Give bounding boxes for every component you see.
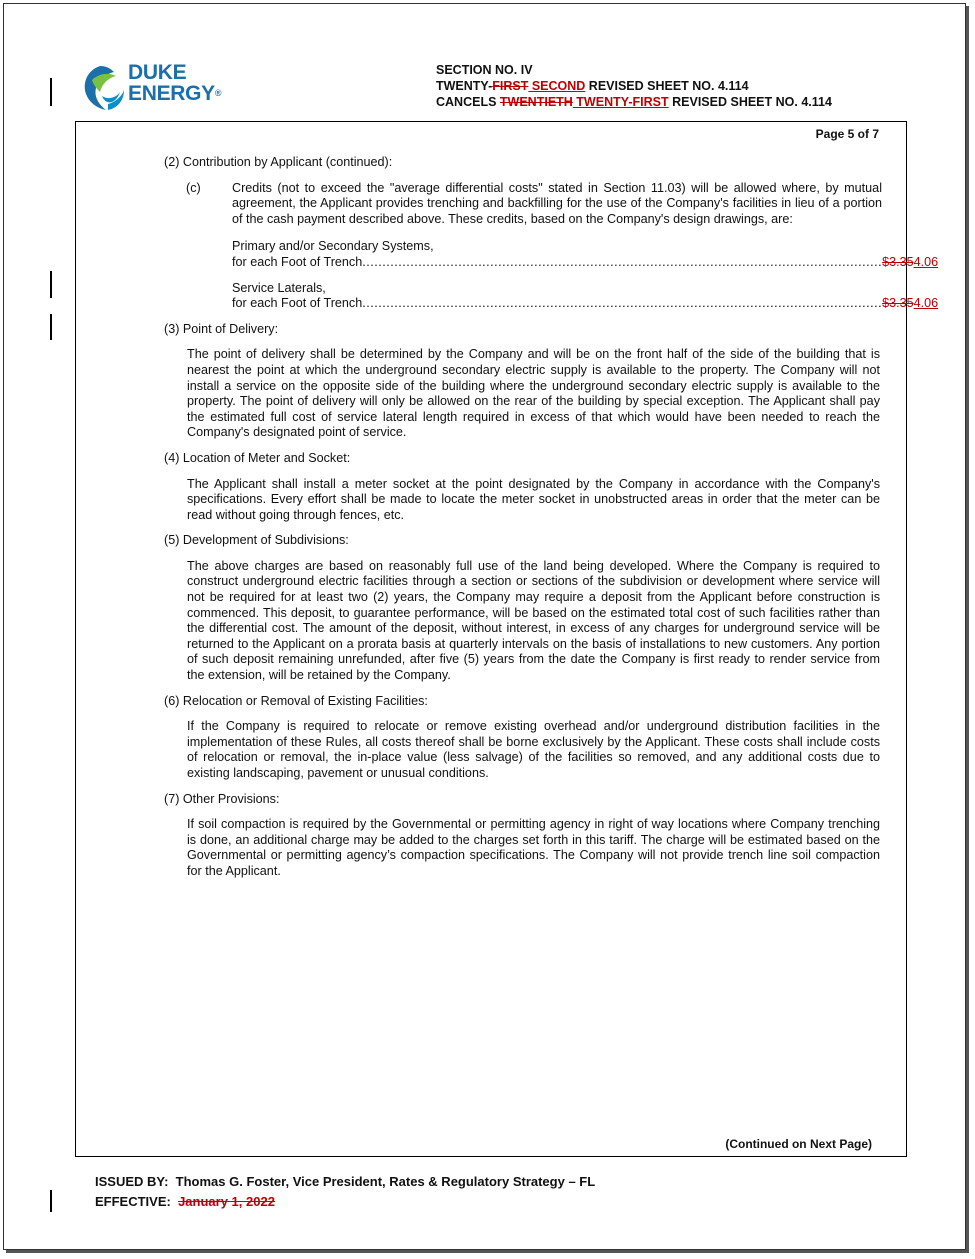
section-2-title: (2) Contribution by Applicant (continued): bbox=[164, 155, 393, 169]
issued-by-line: ISSUED BY: Thomas G. Foster, Vice President, Rates & Regulatory Strategy – FL bbox=[95, 1174, 596, 1189]
logo-line-duke: DUKE bbox=[128, 61, 187, 84]
change-bar-effective bbox=[50, 1190, 52, 1212]
section-3-text: The point of delivery shall be determined by the Company and will be on the front half of the side of the building that is nearest the point at which the underground secondary electric supply is available to the property. The Company will not install a service on the opposite side of the building where the underground secondary electric supply is available to the property. The point of delivery will only be allowed on the rear of the building by special exception. The Applicant shall pay the estimated full cost of service lateral length required in excess of that which would have been needed to reach the Company's designated point of service. bbox=[187, 347, 880, 440]
section-5-title: (5) Development of Subdivisions: bbox=[164, 533, 349, 548]
old-rate: $3.35 bbox=[882, 254, 914, 269]
deleted-text: TWENTIETH bbox=[499, 95, 573, 109]
effective-line: EFFECTIVE: January 1, 2022 bbox=[95, 1194, 275, 1209]
charge-primary-secondary: Primary and/or Secondary Systems, for each Foot of Trench .................................................................................................................................. $3.354.06 bbox=[232, 239, 939, 269]
deleted-effective-date: January 1, 2022 bbox=[178, 1194, 275, 1209]
new-rate: 4.06 bbox=[913, 296, 939, 311]
charge-service-laterals: Service Laterals, for each Foot of Trench .................................................................................................................................. $3.354.06 bbox=[232, 280, 939, 311]
section-3-title: (3) Point of Delivery: bbox=[164, 321, 279, 336]
logo-wordmark bbox=[128, 62, 221, 104]
cancels-sheet-line: CANCELS TWENTIETH TWENTY-FIRST REVISED SHEET NO. 4.114 bbox=[436, 95, 832, 109]
inserted-text: TWENTY-FIRST bbox=[572, 95, 669, 109]
registered-mark: ® bbox=[214, 88, 222, 98]
section-7-text: If soil compaction is required by the Governmental or permitting agency in right of way locations where Company trenching is done, an additional charge may be added to the charges set forth in this tariff. The charge will be estimated based on the Governmental or permitting agency’s compaction specifications. The Company will not provide trench line soil compaction for the Applicant. bbox=[187, 817, 880, 878]
continued-note: (Continued on Next Page) bbox=[725, 1137, 872, 1151]
revised-sheet-line: TWENTY-FIRST SECOND REVISED SHEET NO. 4.114 bbox=[436, 79, 749, 93]
logo-line-energy: ENERGY® bbox=[128, 82, 222, 105]
section-7-title: (7) Other Provisions: bbox=[164, 791, 280, 806]
item-c-label: (c) bbox=[186, 180, 201, 195]
sheet-header bbox=[436, 62, 832, 110]
section-6-text: If the Company is required to relocate or remove existing overhead and/or underground distribution facilities in the implementation of these Rules, all costs thereof shall be borne exclusively by the Applicant. These costs shall include costs of relocation or removal, the in-place value (less salvage) of the facilities so removed, and any additional costs due to existing landscaping, pavement or unusual conditions. bbox=[187, 719, 880, 780]
tariff-body bbox=[164, 155, 939, 880]
item-c-text: Credits (not to exceed the "average differential costs" stated in Section 11.03) will be allowed where, by mutual agreement, the Applicant provides trenching and backfilling for the use of the Company's facilities in lieu of a portion of the cash payment described above. These credits, based on the Company's design drawings, are: bbox=[232, 180, 882, 226]
section-4-text: The Applicant shall install a meter socket at the point designated by the Company in accordance with the Company's specifications. Every effort shall be made to locate the meter socket in unobstructed areas in order that the meter can be read without going through fences, etc. bbox=[187, 476, 880, 522]
inserted-text: SECOND bbox=[528, 79, 586, 93]
section-4-title: (4) Location of Meter and Socket: bbox=[164, 450, 351, 465]
section-6-title: (6) Relocation or Removal of Existing Facilities: bbox=[164, 693, 428, 708]
item-c bbox=[186, 181, 880, 228]
new-rate: 4.06 bbox=[913, 254, 939, 269]
old-rate: $3.35 bbox=[882, 296, 914, 311]
section-5-text: The above charges are based on reasonably full use of the land being developed. Where the Company is required to construct underground electric facilities through a section or sections of the subdivision or development where service will not be required for at least two (2) years, the Company may require a deposit from the Applicant before construction is commenced. This deposit, to guarantee performance, will be based on the estimated total cost of such facilities rather than the differential cost. The amount of the deposit, without interest, in excess of any charges for underground service will be returned to the Applicant on a prorata basis at quarterly intervals on the basis of installations to new customers. Any portion of such deposit remaining unrefunded, after five (5) years from the date the Company is first ready to render service from the extension, will be retained by the Company. bbox=[187, 558, 880, 683]
deleted-text: FIRST bbox=[492, 79, 529, 93]
change-bar-charge-2 bbox=[50, 314, 52, 340]
page-number: Page 5 of 7 bbox=[815, 127, 879, 141]
issuance-footer bbox=[95, 1172, 595, 1212]
tariff-content-box bbox=[75, 121, 939, 1157]
change-bar-charge-1 bbox=[50, 271, 52, 298]
section-number: SECTION NO. IV bbox=[436, 63, 533, 77]
change-bar-header bbox=[50, 78, 52, 106]
